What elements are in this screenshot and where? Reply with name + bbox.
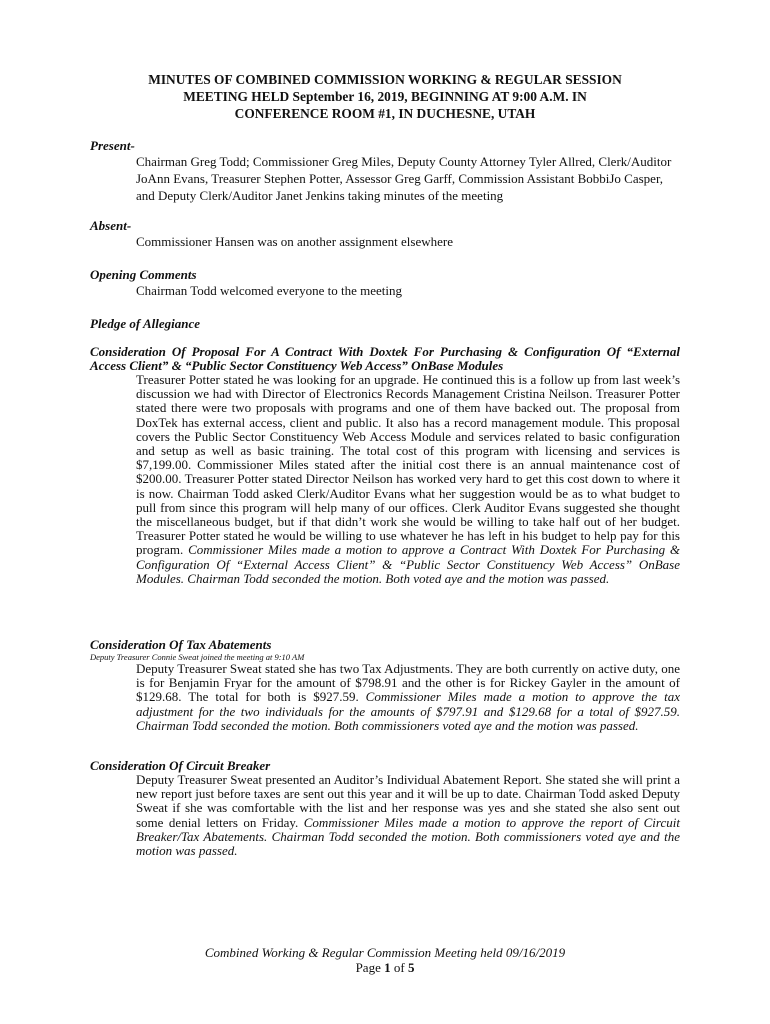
present-heading: Present- (90, 138, 135, 153)
present-section (90, 138, 680, 204)
absent-section (90, 218, 680, 250)
tax-section (90, 637, 680, 733)
title-line-1: MINUTES OF COMBINED COMMISSION WORKING & REGULAR SESSION (148, 72, 622, 87)
absent-heading: Absent- (90, 218, 132, 233)
circuit-motion: Commissioner Miles made a motion to approve the report of Circuit Breaker/Tax Abatements. Chairman Todd seconded the motion. Both commissioners voted aye and the motion was passed. (136, 814, 680, 859)
footer-meeting-label: Combined Working & Regular Commission Meeting held 09/16/2019 (204, 945, 566, 960)
page-total: 5 (407, 960, 415, 975)
opening-text: Chairman Todd welcomed everyone to the meeting (136, 283, 402, 298)
title-line-3: CONFERENCE ROOM #1, IN DUCHESNE, UTAH (234, 106, 536, 121)
page-of: of (393, 960, 405, 975)
page-prefix: Page (355, 960, 381, 975)
present-text: Chairman Greg Todd; Commissioner Greg Miles, Deputy County Attorney Tyler Allred, Clerk/Auditor JoAnn Evans, Treasurer Stephen Potter, Assessor Greg Garff, Commission Assistant BobbiJo Casper, and Deputy Clerk/Auditor Janet Jenkins taking minutes of the meeting (136, 154, 672, 203)
pledge-heading: Pledge of Allegiance (90, 316, 200, 331)
footer-page-number (90, 960, 680, 975)
page-current: 1 (384, 960, 391, 975)
tax-text: Deputy Treasurer Sweat stated she has two Tax Adjustments. They are both currently on active duty, one is for Benjamin Fryar for the amount of $798.91 and the other is for Rickey Gayler in the amount of $129.68. The total for both is $927.59. (136, 661, 680, 705)
opening-section (90, 267, 680, 299)
doxtek-section (90, 345, 680, 586)
absent-text: Commissioner Hansen was on another assignment elsewhere (136, 234, 453, 249)
doxtek-motion: Commissioner Miles made a motion to approve a Contract With Doxtek For Purchasing & Configuration Of “External Access Client” & “Public Sector Constituency Web Access” OnBase Modules. Chairman Todd seconded the motion. Both voted aye and the motion was passed. (136, 542, 680, 586)
tax-motion: Commissioner Miles made a motion to approve the tax adjustment for the two individuals for the amounts of $797.91 and $129.68 for a total of $927.59. Chairman Todd seconded the motion. Both commissioners voted aye and the motion was passed. (136, 689, 681, 733)
circuit-text: Deputy Treasurer Sweat presented an Auditor’s Individual Abatement Report. She stated she will print a new report just before taxes are sent out this year and it will be up to date. Chairman Todd asked Deputy Sweat if she was comfortable with the list and her response was yes and she stated she also sent out some denial letters on Friday. (136, 772, 680, 830)
document-title (90, 71, 680, 122)
circuit-body (136, 773, 680, 858)
tax-body (136, 662, 680, 733)
pledge-section (90, 316, 680, 331)
tax-note: Deputy Treasurer Connie Sweat joined the meeting at 9:10 AM (90, 652, 305, 662)
circuit-heading: Consideration Of Circuit Breaker (90, 758, 271, 773)
page-footer (90, 945, 680, 975)
opening-heading: Opening Comments (90, 267, 197, 282)
circuit-section (90, 758, 680, 858)
title-line-2: MEETING HELD September 16, 2019, BEGINNING AT 9:00 A.M. IN (183, 89, 587, 104)
doxtek-text: Treasurer Potter stated he was looking for an upgrade. He continued this is a follow up from last week’s discussion we had with Director of Electronics Records Management Cristina Neilson. Treasurer Potter stated there were two proposals with programs and one of them have backed out. The proposal from DoxTek has external access, client and public. It also has a record management module. This proposal covers the Public Sector Constituency Web Access Module and services related to basic configuration and setup as well as basic training. The total cost of this program with licensing and services is $7,199.00. Commissioner Miles stated after the initial cost there is an annual maintenance cost of $200.00. Treasurer Potter stated Director Neilson has worked very hard to get this cost down to where it is now. Chairman Todd asked Clerk/Auditor Evans what her suggestion would be as to what budget to pull from since this program will help many of our offices. Clerk Auditor Evans suggested she thought the miscellaneous budget, but if that didn’t work she would be willing to take half out of her budget. Treasurer Potter stated he would be willing to use whatever he has left in his budget to help pay for this program. (136, 372, 680, 558)
doxtek-body (136, 373, 680, 586)
tax-heading: Consideration Of Tax Abatements (90, 637, 272, 652)
doxtek-heading: Consideration Of Proposal For A Contract With Doxtek For Purchasing & Configuration Of “External Access Client” & “Public Sector Constituency Web Access” OnBase Modules (90, 344, 680, 373)
